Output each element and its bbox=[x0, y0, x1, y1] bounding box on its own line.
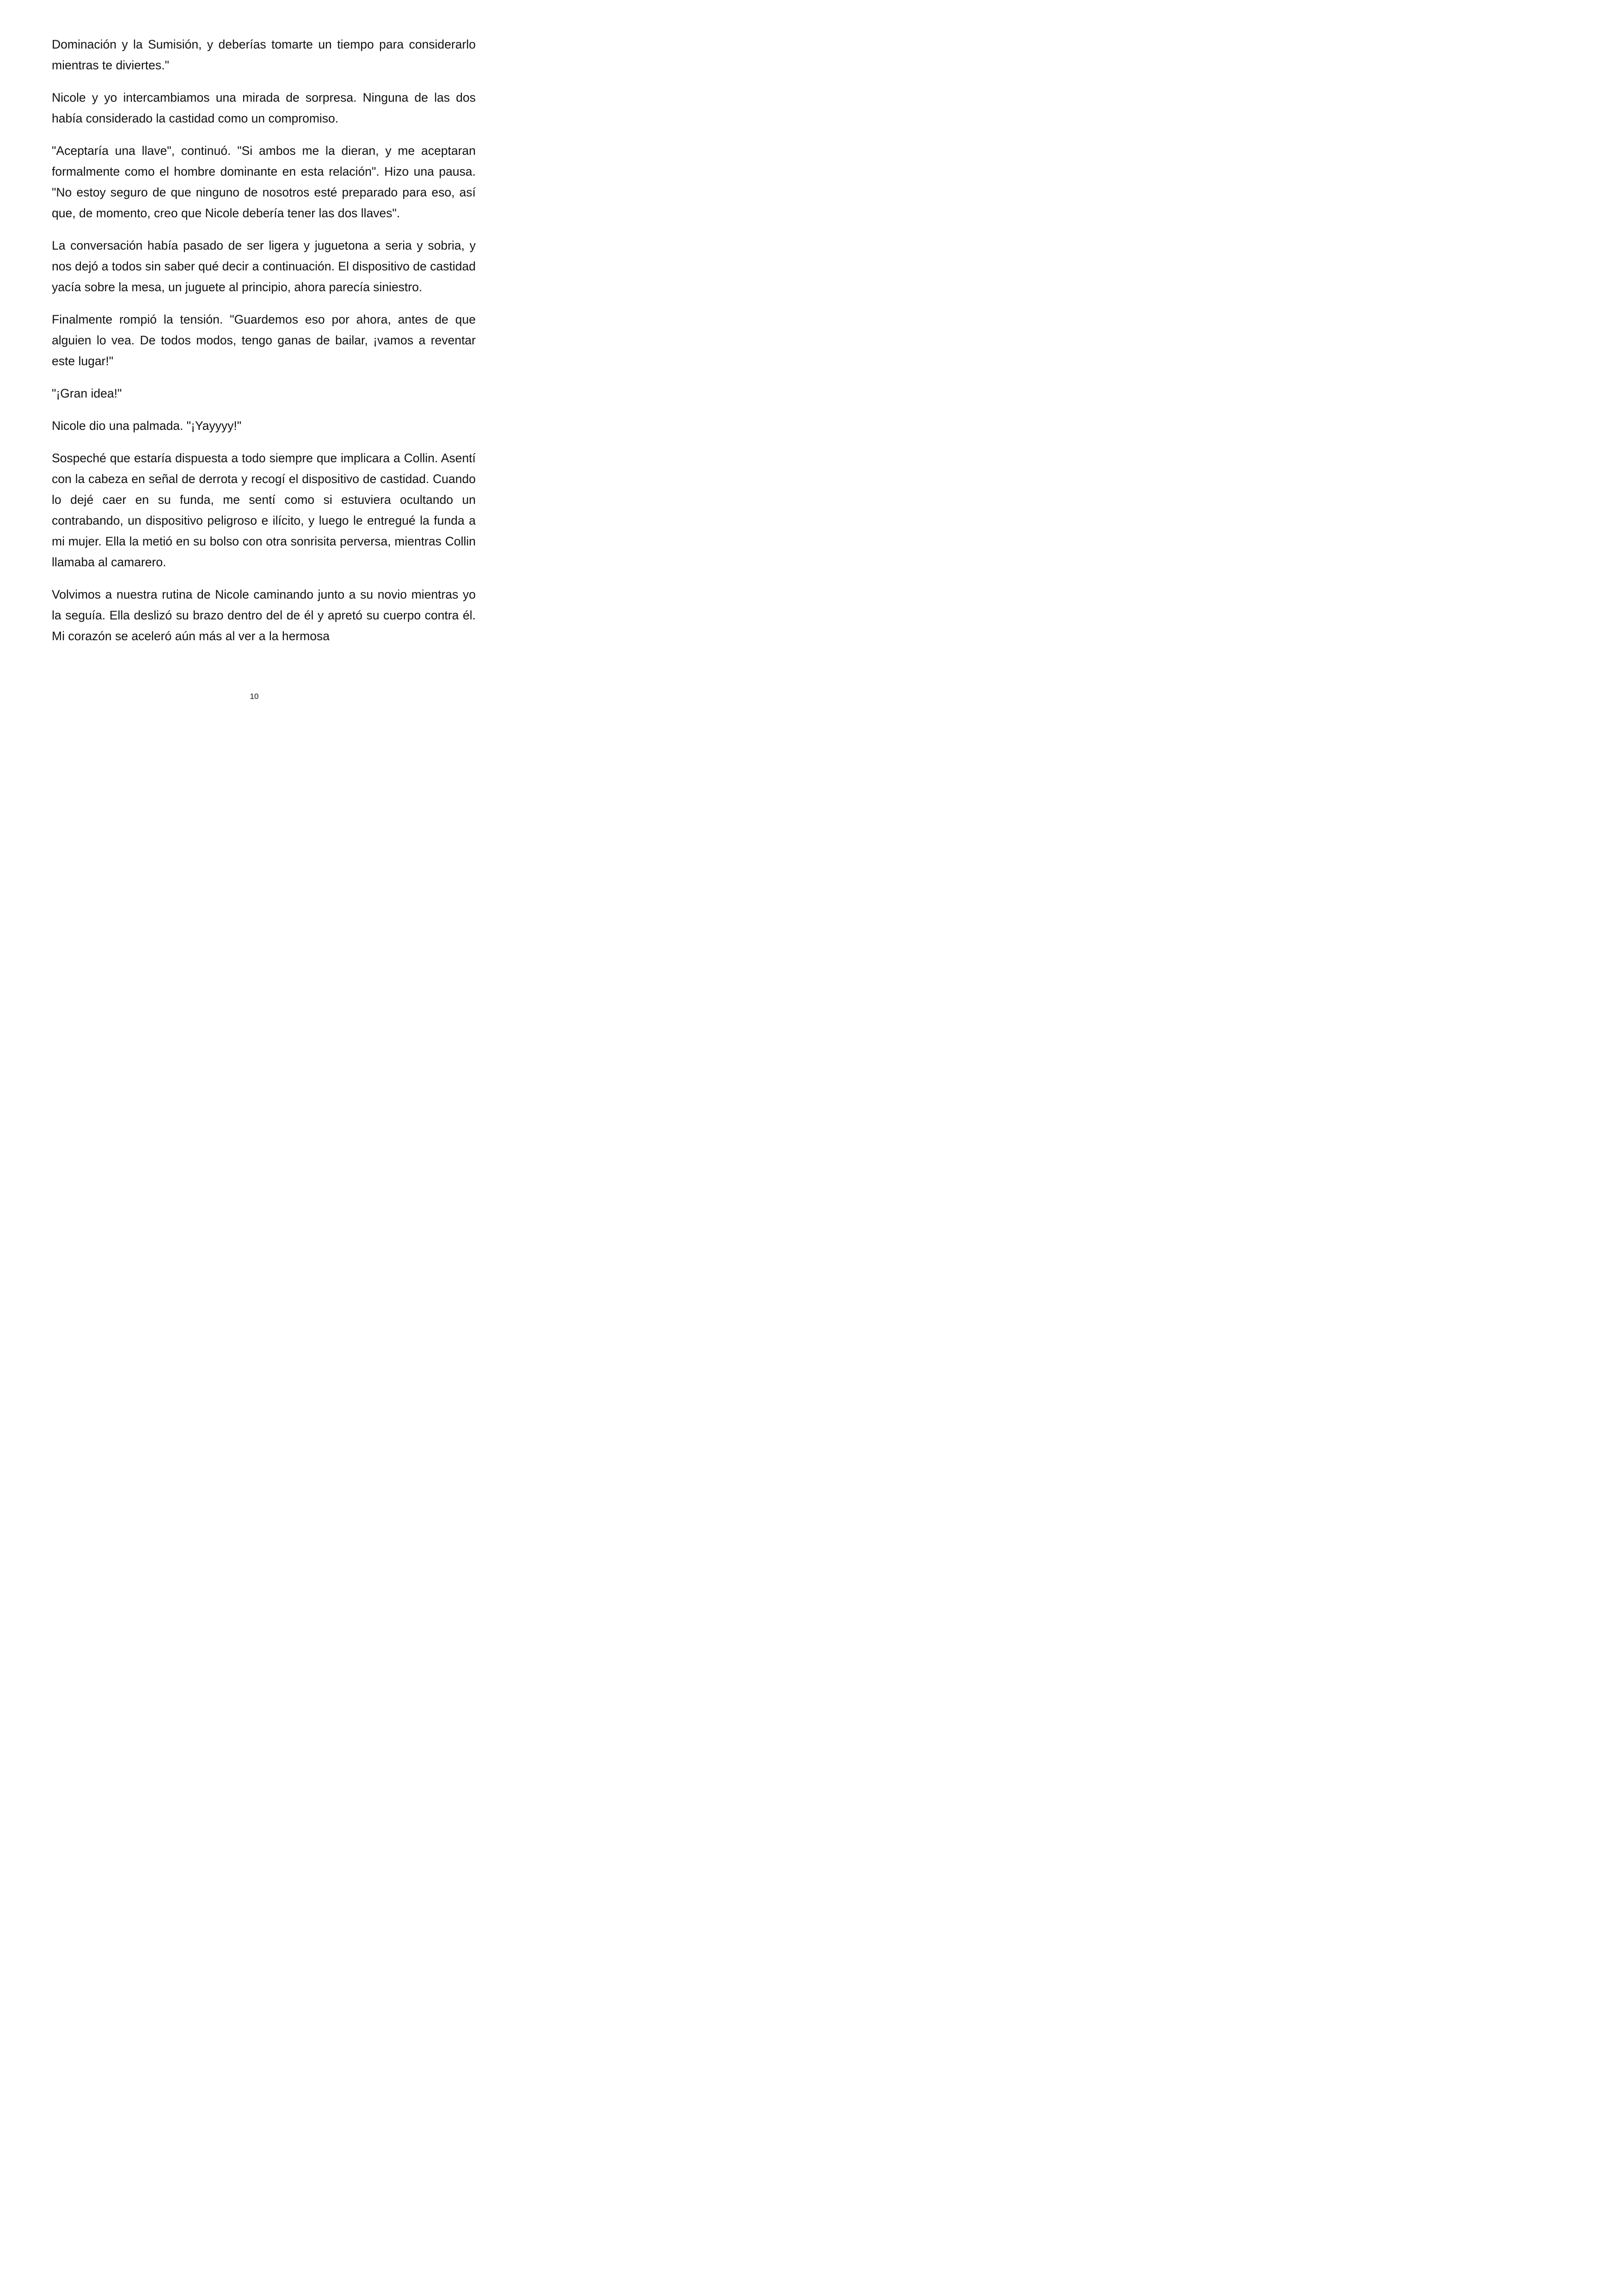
paragraph-2: Nicole y yo intercambiamos una mirada de sorpresa. Ninguna de las dos había considerado la castidad como un compromiso. bbox=[52, 91, 476, 125]
body-text bbox=[52, 34, 476, 658]
document-page bbox=[0, 0, 509, 722]
paragraph-8: Sospeché que estaría dispuesta a todo siempre que implicara a Collin. Asentí con la cabeza en señal de derrota y recogí el dispositivo de castidad. Cuando lo dejé caer en su funda, me sentí como si estuviera ocultando un contrabando, un dispositivo peligroso e ilícito, y luego le entregué la funda a mi mujer. Ella la metió en su bolso con otra sonrisita perversa, mientras Collin llamaba al camarero. bbox=[52, 451, 476, 569]
paragraph-3: "Aceptaría una llave", continuó. "Si ambos me la dieran, y me aceptaran formalmente como el hombre dominante en esta relación". Hizo una pausa. "No estoy seguro de que ninguno de nosotros esté preparado para eso, así que, de momento, creo que Nicole debería tener las dos llaves". bbox=[52, 144, 476, 220]
paragraph-5: Finalmente rompió la tensión. "Guardemos eso por ahora, antes de que alguien lo vea. De todos modos, tengo ganas de bailar, ¡vamos a reventar este lugar!" bbox=[52, 312, 476, 368]
paragraph-4: La conversación había pasado de ser ligera y juguetona a seria y sobria, y nos dejó a todos sin saber qué decir a continuación. El dispositivo de castidad yacía sobre la mesa, un juguete al principio, ahora parecía siniestro. bbox=[52, 239, 476, 294]
paragraph-6: "¡Gran idea!" bbox=[52, 386, 122, 400]
page-number: 10 bbox=[250, 692, 259, 701]
paragraph-1: Dominación y la Sumisión, y deberías tomarte un tiempo para considerarlo mientras te diviertes." bbox=[52, 37, 476, 72]
paragraph-7: Nicole dio una palmada. "¡Yayyyy!" bbox=[52, 419, 242, 433]
paragraph-9: Volvimos a nuestra rutina de Nicole caminando junto a su novio mientras yo la seguía. Ella deslizó su brazo dentro del de él y apretó su cuerpo contra él. Mi corazón se aceleró aún más al ver a la hermosa bbox=[52, 588, 476, 643]
